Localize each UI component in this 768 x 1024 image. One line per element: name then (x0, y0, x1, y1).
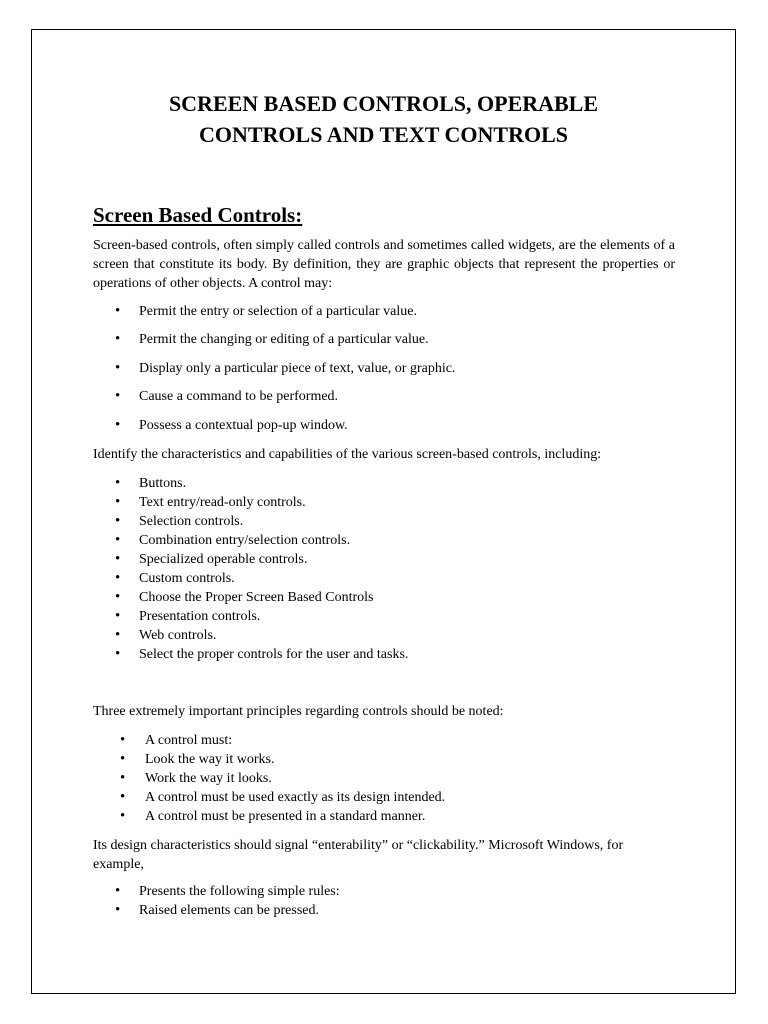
document-title-line-1: SCREEN BASED CONTROLS, OPERABLE (168, 91, 599, 116)
list-item: • Permit the changing or editing of a particular value. (93, 330, 653, 349)
control-types-list (93, 474, 653, 664)
list-item: • Buttons. (93, 474, 653, 493)
list-item: • Custom controls. (93, 569, 653, 588)
list-item: • Raised elements can be pressed. (93, 901, 653, 920)
list-item: • Choose the Proper Screen Based Controls (93, 588, 653, 607)
control-may-list (93, 302, 653, 444)
list-item: • A control must: (93, 731, 653, 750)
principles-list (93, 731, 653, 826)
identify-paragraph: Identify the characteristics and capabilities of the various screen-based controls, including: (93, 447, 602, 462)
list-item: • Specialized operable controls. (93, 550, 653, 569)
list-item: • Permit the entry or selection of a particular value. (93, 302, 653, 321)
list-item: • Cause a command to be performed. (93, 387, 653, 406)
list-item: • Look the way it works. (93, 750, 653, 769)
list-item: • Display only a particular piece of text, value, or graphic. (93, 359, 653, 378)
design-paragraph: Its design characteristics should signal “enterability” or “clickability.” Microsoft Windows, for example, (93, 838, 624, 872)
list-item: • Combination entry/selection controls. (93, 531, 653, 550)
list-item: • Text entry/read-only controls. (93, 493, 653, 512)
list-item: • Presentation controls. (93, 607, 653, 626)
principles-paragraph: Three extremely important principles regarding controls should be noted: (93, 704, 504, 719)
list-item: • A control must be used exactly as its design intended. (93, 788, 653, 807)
document-title (32, 88, 735, 150)
intro-paragraph: Screen-based controls, often simply called controls and sometimes called widgets, are the elements of a screen that constitute its body. By definition, they are graphic objects that represent the properties or operations of other objects. A control may: (93, 238, 675, 291)
section-heading: Screen Based Controls: (93, 203, 303, 227)
document-title-line-2: CONTROLS AND TEXT CONTROLS (198, 122, 568, 147)
list-item: • Work the way it looks. (93, 769, 653, 788)
rules-list (93, 882, 653, 920)
list-item: • Web controls. (93, 626, 653, 645)
list-item: • Presents the following simple rules: (93, 882, 653, 901)
list-item: • A control must be presented in a standard manner. (93, 807, 653, 826)
list-item: • Select the proper controls for the user and tasks. (93, 645, 653, 664)
list-item: • Selection controls. (93, 512, 653, 531)
list-item: • Possess a contextual pop-up window. (93, 416, 653, 435)
